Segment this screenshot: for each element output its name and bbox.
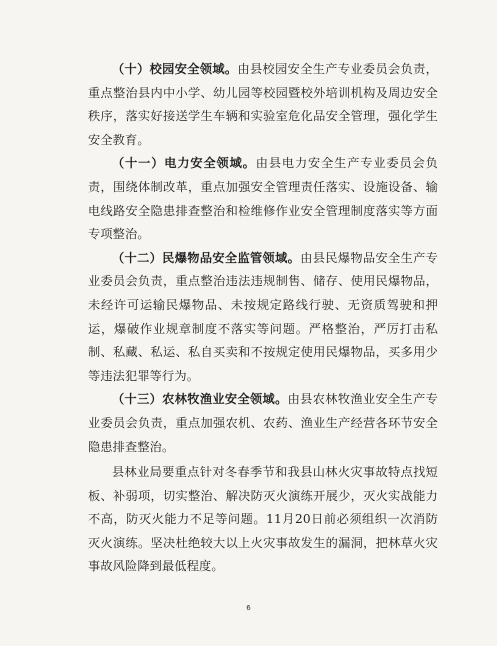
section-text: 由县校园安全生产专业委员会负责，重点整治县内中小学、幼儿园等校园暨校外培训机构及周边安全秩序，落实好接送学生车辆和实验室危化品安全管理，强化学生安全教育。 — [88, 62, 438, 147]
section-heading: （十二）民爆物品安全监管领域。 — [112, 250, 301, 265]
section-explosives-safety — [88, 247, 438, 389]
section-text: 由县民爆物品安全生产专业委员会负责，重点整治违法违规制售、储存、使用民爆物品，未经许可运输民爆物品、未按规定路线行驶、无资质驾驶和押运，爆破作业规章制度不落实等问题。严格整治，严厉打击私制、私藏、私运、私自买卖和不按规定使用民爆物品，买多用少等违法犯罪等行为。 — [88, 250, 439, 383]
document-body — [88, 58, 438, 579]
section-text: 由县农林牧渔业安全生产专业委员会负责，重点加强农机、农药、渔业生产经营各环节安全隐患排查整治。 — [88, 392, 438, 454]
section-heading: （十）校园安全领域。 — [112, 62, 238, 76]
section-text: 由县电力安全生产专业委员会负责，围绕体制改革，重点加强安全管理责任落实、设施设备、输电线路安全隐患排查整治和检维修作业安全管理制度落实等方面专项整治。 — [88, 156, 438, 242]
closing-paragraph: 县林业局要重点针对冬春季节和我县山林火灾事故特点找短板、补弱项，切实整治、解决防灭火演练开展少，灭火实战能力不高，防灭火能力不足等问题。11月20日前必须组织一次消防灭火演练。坚决杜绝较大以上火灾事故发生的漏洞，把林草火灾事故风险降到最低程度。 — [88, 465, 438, 574]
section-campus-safety — [88, 58, 438, 152]
section-heading: （十一）电力安全领域。 — [112, 156, 256, 171]
section-agriculture-safety — [88, 388, 438, 459]
section-heading: （十三）农林牧渔业安全领域。 — [112, 392, 288, 407]
page-number: 6 — [246, 604, 251, 612]
section-power-safety — [88, 152, 438, 246]
